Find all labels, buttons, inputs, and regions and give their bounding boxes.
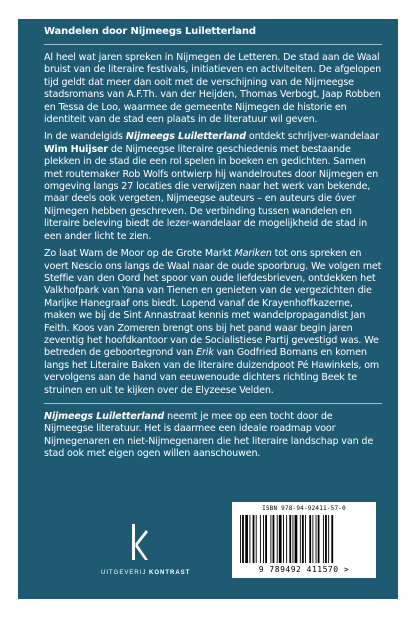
text: de Nijmeegse literaire geschiedenis met bestaande plekken in de stad die een rol spelen in boeken en gedichten. Samen met routemaker Rob Wolfs ontwierp hij wandelroutes door Nijmegen en omgeving langs 27 locaties die verwijzen naar het werk van bekende, maar deels ook vergeten, Nijmeegse auteurs – en auteurs die óver Nijmegen hebben geschreven. De verbinding tussen wandelen en literaire beleving biedt de lezer-wandelaar de mogelijkheid de stad in een ander licht te zien. <box>44 143 379 242</box>
paragraph-intro: Al heel wat jaren spreken in Nijmegen de Letteren. De stad aan de Waal bruist van de literaire festivals, initiatieven en activiteiten. De afgelopen tijd geldt dat meer dan ooit met de verschijning van de Nijmeegse stadsromans van A.F.Th. van der Heijden, Thomas Verbogt, Jaap Robben en Tessa de Loo, waarmee de gemeente Nijmegen de historie en identiteit van de stad een plaats in de literatuur wil geven. <box>44 52 382 126</box>
title-divider <box>44 44 382 45</box>
isbn-barcode <box>232 502 376 578</box>
text: tot ons spreken en voert Nescio ons langs de Waal naar de oude spoorbrug. We volgen met Steffie van den Oord het spoor van oude liefdesbrieven, ontdekken het Valkhofpark van Yana van Tienen en genieten van de vergezichten die Marijke Hanegraaf ons biedt. Lopend vanaf de Krayenhoffkazerne, maken we bij de Sint Annastraat kennis met wandelpropagandist Jan Feith. Koos van Zomeren brengt ons bij het pand waar begin jaren zeventig het hoofdkantoor van de Socialistiese Partij gevestigd was. We betreden de geboortegrond van <box>44 248 382 359</box>
text: ontdekt schrijver-wandelaar <box>245 131 380 143</box>
publisher-name-a: UITGEVERIJ <box>101 570 150 576</box>
barcode-bars <box>240 515 368 565</box>
book-title-inline: Nijmeegs Luiletterland <box>44 410 165 422</box>
paragraph-routes <box>44 248 382 397</box>
text: van Godfried Bomans en komen langs het Literaire Baken van de literaire duizendpoot Pé Hawinkels, om vervolgens aan de hand van eeuwenoude dichters richting Beek te struinen en uit te kijken over de Elyzeese Velden. <box>44 347 380 396</box>
text: Zo laat Wam de Moor op de Grote Markt <box>44 248 235 260</box>
erik-title: Erik <box>196 347 214 359</box>
publisher-name <box>101 570 190 576</box>
paragraph-closing <box>44 411 382 461</box>
author-name: Wim Huijser <box>44 143 108 155</box>
text: In de wandelgids <box>44 131 126 143</box>
book-back-cover <box>18 19 398 599</box>
k-logo-icon <box>128 522 150 562</box>
isbn-label: ISBN 978-94-92411-57-0 <box>262 505 346 512</box>
closing-divider <box>44 403 382 404</box>
publisher-logo <box>128 522 150 567</box>
paragraph-guide <box>44 131 382 243</box>
blurb-text <box>44 25 382 466</box>
barcode-digits: 9 789492 411570 > <box>258 565 350 574</box>
text: neemt je mee op een tocht door de Nijmeegse literatuur. Het is daarmee een ideale roadmap voor Nijmegenaren en niet-Nijmegenaren die het literaire landschap van de stad ook met eigen ogen willen aanschouwen. <box>44 410 374 460</box>
book-title-inline: Nijmeegs Luiletterland <box>125 131 246 143</box>
blurb-title: Wandelen door Nijmeegs Luiletterland <box>44 26 256 37</box>
publisher-name-b: KONTRAST <box>149 570 191 576</box>
mariken-title: Mariken <box>234 248 272 260</box>
